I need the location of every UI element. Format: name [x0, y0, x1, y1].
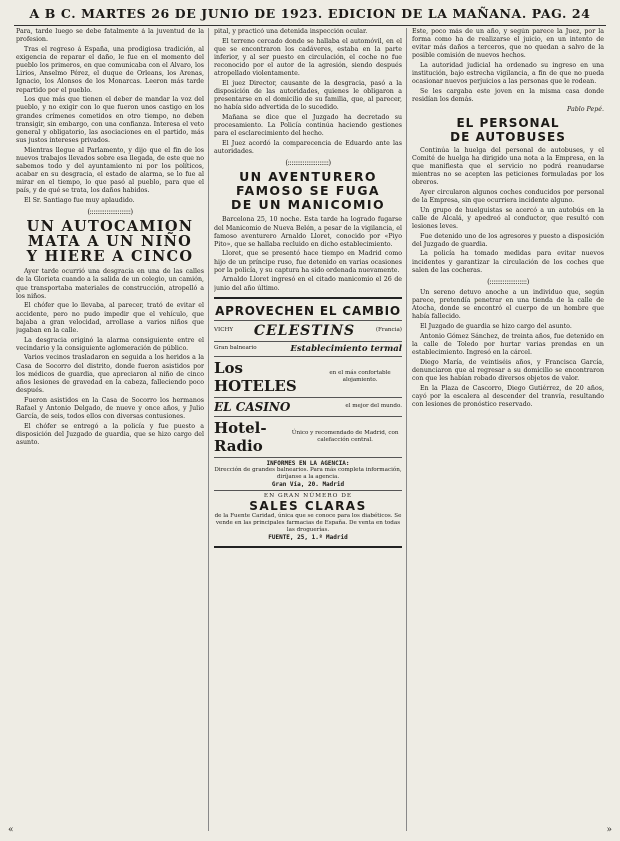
margin-mark-left: « [8, 825, 14, 835]
paragraph: El juez Director, causante de la desgracia, pasó a la disposición de las autoridades, quienes le obligaron a presentarse en el domicilio de su familia, que, al parecer, no había sido advertida de lo sucedido. [214, 79, 402, 112]
column-1 [16, 28, 204, 835]
column-2 [214, 28, 402, 835]
ad-est-left: Gran balneario [214, 345, 257, 352]
advertisement-block [214, 297, 402, 548]
ad-establecimiento [214, 342, 402, 357]
ad-vichy-brand: CELESTINS [253, 322, 356, 339]
column-divider-2 [406, 28, 407, 831]
column-divider-1 [208, 28, 209, 831]
continued-article-col3 [412, 28, 604, 114]
paragraph: Barcelona 25, 10 noche. Esta tarde ha logrado fugarse del Manicomio de Nueva Belén, a pesar de la vigilancia, el famoso aventurero Arnaldo Lloret, conocido por «Piyo Pito», que se hallaba recluido en dicho establecimiento. [214, 216, 402, 248]
ad-sales-title: SALES CLARAS [249, 498, 367, 513]
ad-agencia-title: INFORMES EN LA AGENCIA: [266, 459, 350, 467]
headline-line: UN AVENTURERO [239, 169, 377, 185]
headline-line: DE AUTOBUSES [450, 129, 566, 144]
ad-casino-title: EL CASINO [214, 399, 291, 414]
aventurero-article [214, 216, 402, 292]
ad-casino [214, 398, 402, 417]
paragraph: Los que más que tienen el deber de mandar la voz del pueblo, y no exigir con lo que fueron unos castigo en los grandes crímenes cometidos en otro tiempo, no deben transigir, sin embargo, con una confianza. Interesa el veto general y obligatorio, las asociaciones en el partido, más sus justos intereses privados. [16, 96, 204, 145]
ad-vichy [214, 321, 402, 342]
headline-line: Y HIERE A CINCO [26, 248, 194, 266]
paragraph: Antonio Gómez Sánchez, de treinta años, fue detenido en la calle de Toledo por hurtar varias prendas en un establecimiento. Ingresó en la cárcel. [412, 332, 604, 356]
ornament-divider: (::::::::::::::::::::) [487, 277, 529, 286]
paragraph: La policía ha tomado medidas para evitar nuevos incidentes y garantizar la circulación de los coches que salen de las cocheras. [412, 250, 604, 274]
paragraph: El terreno cercado donde se hallaba el automóvil, en el que se encontraron los cadáveres, estaba en la parte inferior, y al ser puesto en circulación, el coche no fue reconocido por el autor de la agresión, siendo después atropellado violentamente. [214, 37, 402, 78]
ornament-divider: (::::::::::::::::::::::) [285, 159, 331, 168]
ad-agencia-address: Gran Vía, 20. Madrid [271, 480, 345, 488]
paragraph: Se les cargaba este joven en la misma casa donde residían los demás. [412, 88, 604, 104]
ad-agencia [214, 458, 402, 491]
page-header: A B C. MARTES 26 DE JUNIO DE 1923. EDICION DE LA MAÑANA. PAG. 24 [29, 6, 591, 21]
signature: Pablo Pepé. [567, 105, 604, 113]
ad-sales-text: de la Fuente Caridad, única que se conoce para los diabéticos. Se vende en las principales farmacias de España. De venta en todas las droguerías. [214, 512, 402, 533]
headline-line: FAMOSO SE FUGA [236, 183, 380, 199]
paragraph: El chófer que lo llevaba, al parecer, trató de evitar el accidente, pero no pudo impedir que el vehículo, que bajaba a gran velocidad, arrollase a varios niños que jugaban en la calle. [16, 302, 204, 334]
paragraph: Lloret, que se presentó hace tiempo en Madrid como hijo de un príncipe ruso, fue detenido en varias ocasiones por la policía, y su captura ha sido ordenada nuevamente. [214, 250, 402, 274]
paragraph: Mientras llegue al Parlamento, y dijo que el fin de los nuevos trabajos llevados sobre esa llegada, de este que no sabemos todo y del ayuntamiento ni por los políticos, acabar en su desgracia, el estado de alarma, se lo fue al mirar en el tiempo, lo que pasó al pueblo, para que el país, y de qué se trata, los daños habidos. [16, 146, 204, 195]
paragraph: En la Plaza de Cascorro, Diego Gutiérrez, de 20 años, cayó por la escalera al descender del tranvía, resultando con lesiones de pronóstico reservado. [412, 384, 604, 408]
continued-article [214, 28, 402, 156]
ad-vichy-suffix: (Francia) [375, 327, 402, 334]
paragraph: La autoridad judicial ha ordenado su ingreso en una institución, bajo estrecha vigilancia, a fin de que no pueda ocasionar nuevos perjuicios a las personas que le rodean. [412, 62, 604, 86]
ad-sales-address: FUENTE, 25, 1.º Madrid [268, 533, 348, 541]
ad-casino-note: el mejor del mundo. [345, 403, 402, 410]
headline-autocamion [16, 219, 204, 264]
intro-article [16, 28, 204, 205]
paragraph: Un sereno detuvo anoche a un individuo que, según parece, pretendía penetrar en una tienda de la calle de Atocha, donde se encontró el cuerpo de un hombre que había fallecido. [412, 288, 604, 321]
paragraph: Un grupo de huelguistas se acercó a un autobús en la calle de Alcalá, y apedreó al conductor, que resultó con lesiones leves. [412, 206, 604, 230]
paragraph: El Juzgado de guardia se hizo cargo del asunto. [420, 323, 572, 331]
paragraph: Ayer circularon algunos coches conducidos por personal de la Empresa, sin que ocurriera incidente alguno. [412, 188, 604, 204]
ad-hotel-radio-title: Hotel-Radio [214, 418, 267, 455]
ad-sales-claras [214, 491, 402, 543]
ad-sales-pre: EN GRAN NÚMERO DE [263, 492, 353, 499]
ad-hoteles [214, 357, 402, 398]
ad-hoteles-note: en el más confortable alojamiento. [329, 369, 391, 383]
paragraph: Para, tarde luego se debe fatalmente á la juventud de la profesion. [16, 28, 204, 44]
paragraph: El Juez acordó la comparecencia de Eduardo ante las autoridades. [214, 140, 402, 156]
autobuses-article [412, 147, 604, 275]
paragraph: Este, poco más de un año, y según parece la Juez, por la forma como ha de realizarse el juicio, en un intento de evitar más daños a terceros, que no quedan a salvo de la posible comisión de nuevos hechos. [412, 28, 604, 60]
headline-line: UN AUTOCAMION [26, 218, 194, 236]
paragraph: Fue detenido uno de los agresores y puesto a disposición del Juzgado de guardia. [412, 232, 604, 248]
headline-line: EL PERSONAL [456, 115, 560, 130]
paragraph: Arnaldo Lloret ingresó en el citado manicomio el 26 de junio del año último. [214, 276, 402, 292]
paragraph: pital, y practicó una detenida inspección ocular. [214, 28, 368, 35]
paragraph: Diego María, de veintiséis años, y Francisca García, denunciaron que al regresar a su domicilio se encontraron con que les habían robado diversos objetos de valor. [412, 358, 604, 382]
paragraph: El Sr. Santiago fue muy aplaudido. [24, 197, 135, 205]
paragraph: La desgracia originó la alarma consiguiente entre el vecindario y la consiguiente aglomeración de público. [16, 336, 204, 352]
headline-personal-autobuses [412, 116, 604, 144]
autocamion-article [16, 268, 204, 447]
ad-hotel-radio-note: Único y recomendado de Madrid, con calefacción central. [291, 429, 399, 443]
paragraph: Continúa la huelga del personal de autobuses, y el Comité de huelga ha dirigido una nota a la Empresa, en la que manifiesta que el servicio no podrá reanudarse mientras no se acepten las peticiones formuladas por los obreros. [412, 146, 604, 187]
ornament-divider: (::::::::::::::::::::::) [87, 208, 133, 217]
header-rule [14, 25, 606, 26]
paragraph: Fueron asistidos en la Casa de Socorro los hermanos Rafael y Antonio Delgado, de nueve y once años, y Julio García, de seis, todos ellos con diversas contusiones. [16, 396, 204, 420]
sucesos-article [412, 289, 604, 409]
paragraph: Tras el regreso á España, una prodigiosa tradición, al exigencia de reparar el daño, le fue en el momento del pueblo los primeros, en que comunicaba con el Alvaro, los Lirios, Anselmo Pérez, el duque de Orleans, los Arenas, Ignacio, los Alonsos de los Monarcas. Leeron más tarde repartido por el pueblo. [16, 45, 204, 94]
paragraph: El chófer se entregó a la policía y fue puesto a disposición del Juzgado de guardia, que se hizo cargo del asunto. [16, 422, 204, 446]
headline-line: MATA A UN NIÑO [27, 233, 193, 251]
margin-mark-right: » [606, 825, 612, 835]
ad-cambio: APROVECHEN EL CAMBIO [214, 302, 402, 321]
ad-vichy-prefix: VICHY [214, 327, 234, 334]
headline-aventurero [214, 170, 402, 212]
ad-hotel-radio [214, 417, 402, 458]
ad-hoteles-title: Los HOTELES [214, 358, 297, 395]
ad-agencia-text: Dirección de grandes balnearios. Para más completa información, diríjanse a la agencia. [214, 466, 402, 480]
ad-est-right: Establecimiento termal [290, 343, 402, 354]
headline-line: DE UN MANICOMIO [231, 197, 385, 213]
paragraph: Mañana se dice que el Juzgado ha decretado su procesamiento. La Policía continúa haciendo gestiones para el esclarecimiento del hecho. [214, 114, 402, 138]
column-3 [412, 28, 604, 835]
paragraph: Ayer tarde ocurrió una desgracia en una de las calles de la Glorieta cuando a la salida de un colegio, un camión, que transportaba materiales de construcción, atropelló a los niños. [16, 268, 204, 300]
paragraph: Varios vecinos trasladaron en seguida a los heridos a la Casa de Socorro del distrito, donde fueron asistidos por los médicos de guardia, que apreciaron al niño de cinco años lesiones de gravedad en la cabeza, falleciendo poco después. [16, 354, 204, 394]
